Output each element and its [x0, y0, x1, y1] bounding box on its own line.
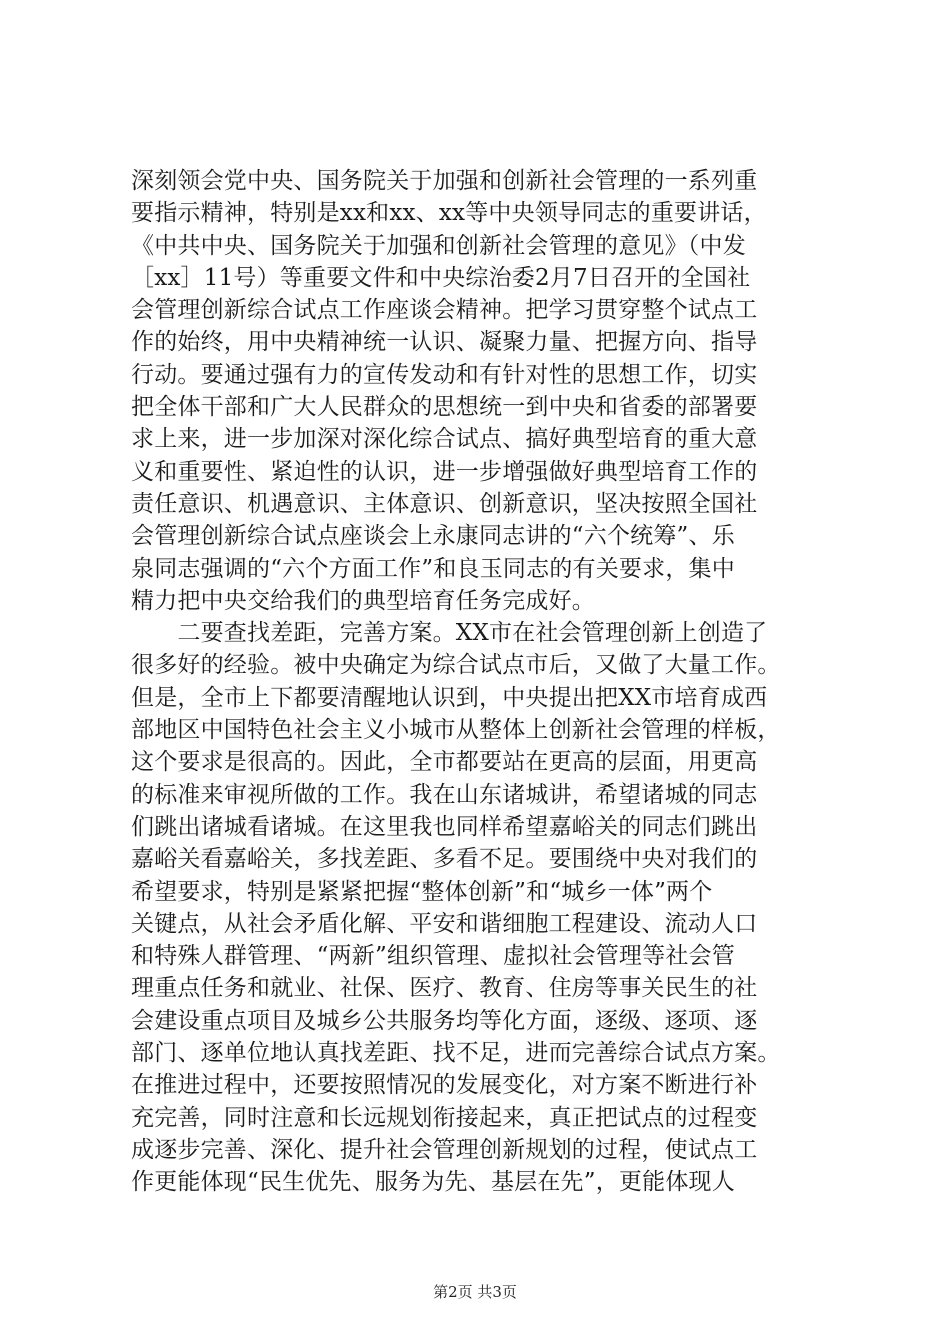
text-line: 求上来，进一步加深对深化综合试点、搞好典型培育的重大意 — [131, 426, 758, 453]
text-line: 泉同志强调的“六个方面工作”和良玉同志的有关要求，集中 — [131, 555, 735, 582]
text-line: 部门、逐单位地认真找差距、找不足，进而完善综合试点方案。 — [131, 1040, 781, 1067]
page-number: 第2页 共3页 — [433, 1283, 517, 1301]
text-line: 作更能体现“民生优先、服务为先、基层在先”，更能体现人 — [131, 1169, 735, 1196]
text-line: 作的始终，用中央精神统一认识、凝聚力量、把握方向、指导 — [131, 329, 758, 356]
text-line: 《中共中央、国务院关于加强和创新社会管理的意见》（中发 — [131, 232, 746, 259]
text-line: 深刻领会党中央、国务院关于加强和创新社会管理的一系列重 — [131, 168, 758, 194]
text-line: 嘉峪关看嘉峪关，多找差距、多看不足。要围绕中央对我们的 — [131, 846, 758, 873]
text-line: 会管理创新综合试点座谈会上永康同志讲的“六个统筹”、乐 — [131, 523, 735, 550]
text-line: 充完善，同时注意和长远规划衔接起来，真正把试点的过程变 — [131, 1104, 758, 1131]
text-line: 行动。要通过强有力的宣传发动和有针对性的思想工作，切实 — [131, 361, 758, 388]
text-line: 要指示精神，特别是xx和xx、xx等中央领导同志的重要讲话， — [131, 200, 767, 227]
text-line: 成逐步完善、深化、提升社会管理创新规划的过程，使试点工 — [131, 1136, 758, 1163]
text-line: ［xx］11号）等重要文件和中央综治委2月7日召开的全国社 — [131, 264, 751, 291]
text-line: 理重点任务和就业、社保、医疗、教育、住房等事关民生的社 — [131, 975, 758, 1002]
text-line: 在推进过程中，还要按照情况的发展变化，对方案不断进行补 — [131, 1072, 758, 1099]
text-line: 但是，全市上下都要清醒地认识到，中央提出把XX市培育成西 — [131, 684, 768, 711]
text-line: 希望要求，特别是紧紧把握“整体创新”和“城乡一体”两个 — [131, 878, 713, 905]
text-line: 精力把中央交给我们的典型培育任务完成好。 — [131, 587, 595, 614]
text-line: 责任意识、机遇意识、主体意识、创新意识，坚决按照全国社 — [131, 490, 758, 517]
text-line: 关键点，从社会矛盾化解、平安和谐细胞工程建设、流动人口 — [131, 910, 758, 937]
text-line: 和特殊人群管理、“两新”组织管理、虚拟社会管理等社会管 — [131, 943, 735, 970]
text-line: 二要查找差距，完善方案。XX市在社会管理创新上创造了 — [131, 620, 768, 647]
text-line: 这个要求是很高的。因此，全市都要站在更高的层面，用更高 — [131, 749, 758, 776]
document-body — [131, 165, 831, 1199]
text-line: 们跳出诸城看诸城。在这里我也同样希望嘉峪关的同志们跳出 — [131, 813, 758, 840]
text-line: 把全体干部和广大人民群众的思想统一到中央和省委的部署要 — [131, 394, 758, 421]
text-line: 的标准来审视所做的工作。我在山东诸城讲，希望诸城的同志 — [131, 781, 758, 808]
text-line: 义和重要性、紧迫性的认识，进一步增强做好典型培育工作的 — [131, 458, 758, 485]
text-line: 会管理创新综合试点工作座谈会精神。把学习贯穿整个试点工 — [131, 297, 758, 324]
text-line: 会建设重点项目及城乡公共服务均等化方面，逐级、逐项、逐 — [131, 1007, 758, 1034]
text-line: 很多好的经验。被中央确定为综合试点市后，又做了大量工作。 — [131, 652, 781, 679]
text-line: 部地区中国特色社会主义小城市从整体上创新社会管理的样板， — [131, 717, 781, 744]
